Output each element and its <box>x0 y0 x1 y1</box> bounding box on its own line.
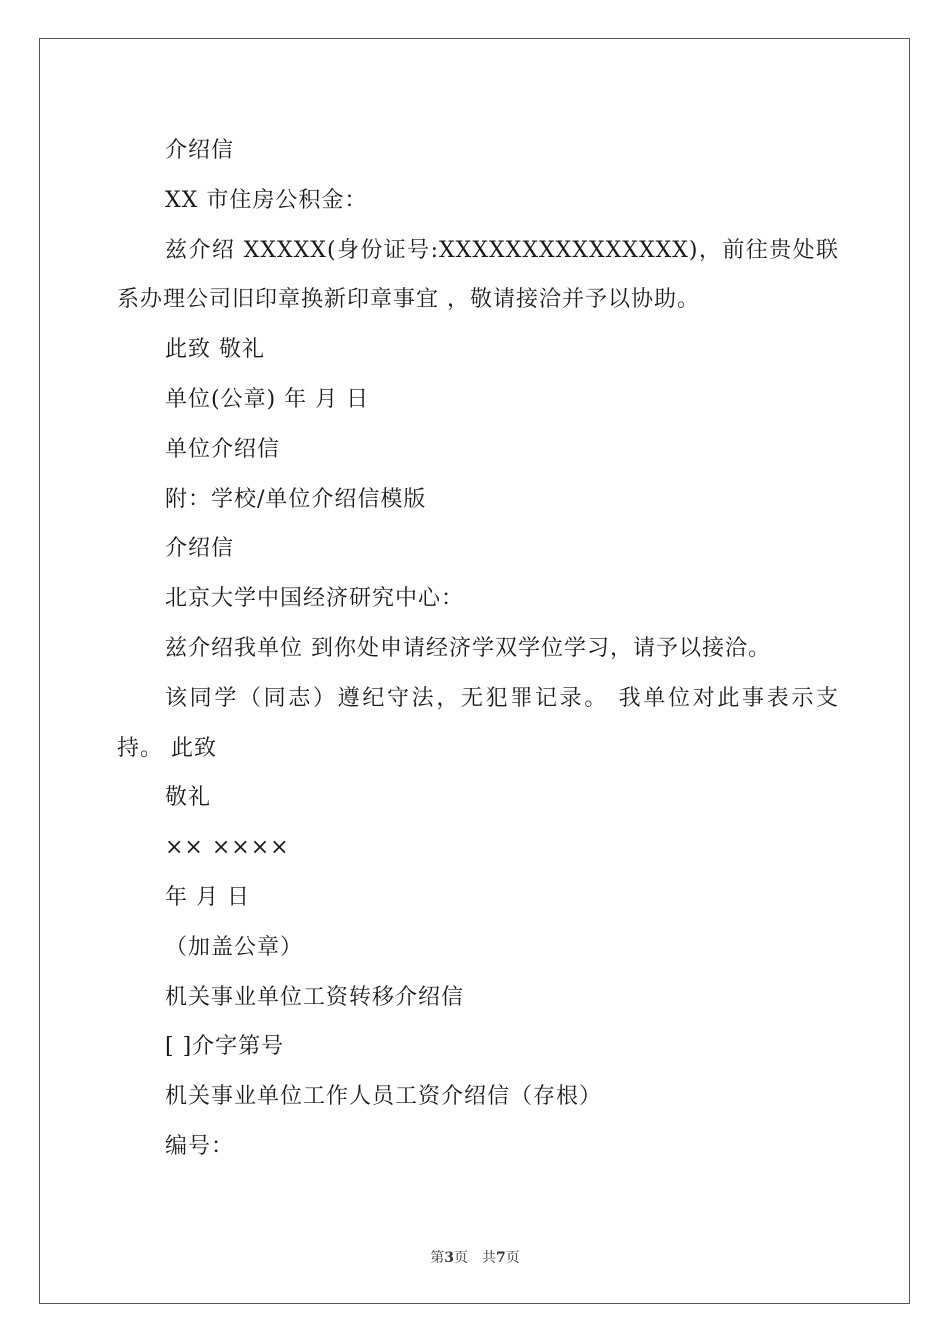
body-paragraph: 该同学（同志）遵纪守法，无犯罪记录。 我单位对此事表示支持。 此致 <box>117 685 839 761</box>
body-line: 兹介绍我单位 到你处申请经济学双学位学习，请予以接洽。 <box>165 635 771 661</box>
number-field-label: 编号： <box>165 1133 235 1159</box>
signature-line: 单位(公章) 年 月 日 <box>165 386 370 412</box>
recipient-line: XX 市住房公积金： <box>165 187 368 213</box>
page-suffix: 页 <box>505 1250 520 1266</box>
closing-line: 敬礼 <box>165 785 212 811</box>
closing-line: 此致 敬礼 <box>165 337 265 363</box>
page-footer <box>0 1247 950 1267</box>
appendix-heading: 附：学校/单位介绍信模版 <box>165 486 427 512</box>
section-heading: 单位介绍信 <box>165 436 281 462</box>
reference-number-line: [ ]介字第号 <box>165 1034 285 1060</box>
body-paragraph: 兹介绍 XXXXX(身份证号:XXXXXXXXXXXXXXX)，前往贵处联系办理公司旧印章换新印章事宜 ，敬请接洽并予以协助。 <box>117 237 839 313</box>
document-body <box>117 126 839 1172</box>
letter-title: 介绍信 <box>165 536 235 562</box>
section-heading: 机关事业单位工资转移介绍信 <box>165 984 465 1010</box>
date-line: 年 月 日 <box>165 884 250 910</box>
current-page-number: 3 <box>444 1250 454 1266</box>
seal-note: （加盖公章） <box>165 934 304 960</box>
page-mid: 页 共 <box>454 1250 496 1266</box>
page-prefix: 第 <box>430 1250 445 1266</box>
recipient-line: 北京大学中国经济研究中心： <box>165 586 465 612</box>
letter-title: 介绍信 <box>165 138 235 163</box>
signature-line: ×× ×××× <box>165 835 290 861</box>
total-page-number: 7 <box>496 1250 506 1266</box>
section-heading: 机关事业单位工作人员工资介绍信（存根） <box>165 1084 603 1110</box>
